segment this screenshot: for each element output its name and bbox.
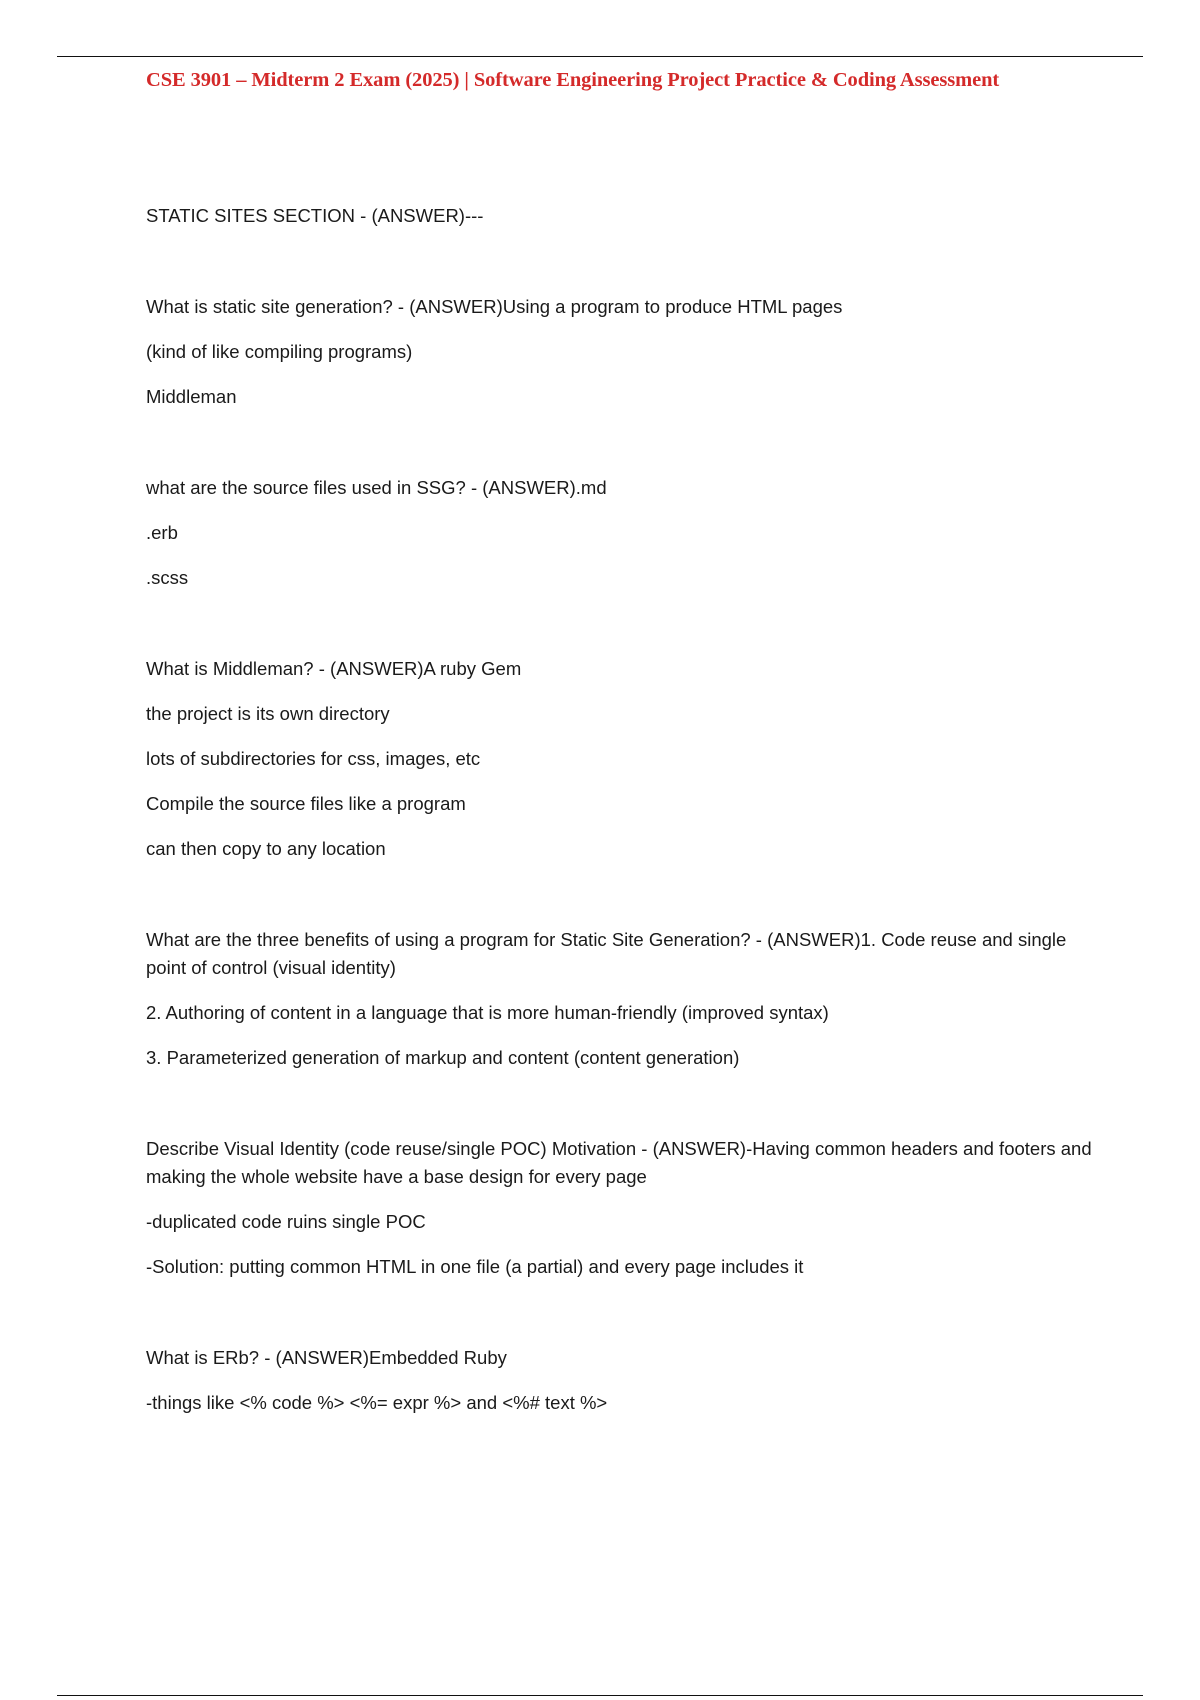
answer-line: the project is its own directory [146,703,390,724]
qa-block [146,926,1096,1072]
question-text: Describe Visual Identity (code reuse/single POC) Motivation - (ANSWER)-Having common headers and footers and making the whole website have a base design for every page [146,1138,1092,1187]
answer-line: .scss [146,567,189,588]
top-rule [57,56,1143,57]
answer-line: -things like <% code %> <%= expr %> and <%# text %> [146,1392,608,1413]
answer-line: Middleman [146,386,237,407]
qa-block [146,293,1096,411]
document-header: CSE 3901 – Midterm 2 Exam (2025) | Software Engineering Project Practice & Coding Assessment [146,69,1000,91]
question-text: What is Middleman? - (ANSWER)A ruby Gem [146,658,522,679]
document-body [146,202,1096,1417]
answer-line: (kind of like compiling programs) [146,341,413,362]
answer-line: can then copy to any location [146,838,386,859]
qa-block [146,474,1096,592]
question-text: What is static site generation? - (ANSWER)Using a program to produce HTML pages [146,296,843,317]
qa-block [146,655,1096,863]
bottom-rule [57,1695,1143,1696]
qa-block [146,1344,1096,1417]
question-text: What are the three benefits of using a program for Static Site Generation? - (ANSWER)1. Code reuse and single point of control (visual identity) [146,929,1067,978]
answer-line: .erb [146,522,178,543]
question-text: What is ERb? - (ANSWER)Embedded Ruby [146,1347,507,1368]
answer-line: 2. Authoring of content in a language that is more human-friendly (improved syntax) [146,1002,829,1023]
answer-line: -duplicated code ruins single POC [146,1211,426,1232]
answer-line: 3. Parameterized generation of markup and content (content generation) [146,1047,740,1068]
qa-block [146,1135,1096,1281]
question-text: what are the source files used in SSG? - (ANSWER).md [146,477,607,498]
answer-line: -Solution: putting common HTML in one file (a partial) and every page includes it [146,1256,804,1277]
answer-line: Compile the source files like a program [146,793,466,814]
section-heading: STATIC SITES SECTION - (ANSWER)--- [146,205,484,226]
answer-line: lots of subdirectories for css, images, etc [146,748,481,769]
